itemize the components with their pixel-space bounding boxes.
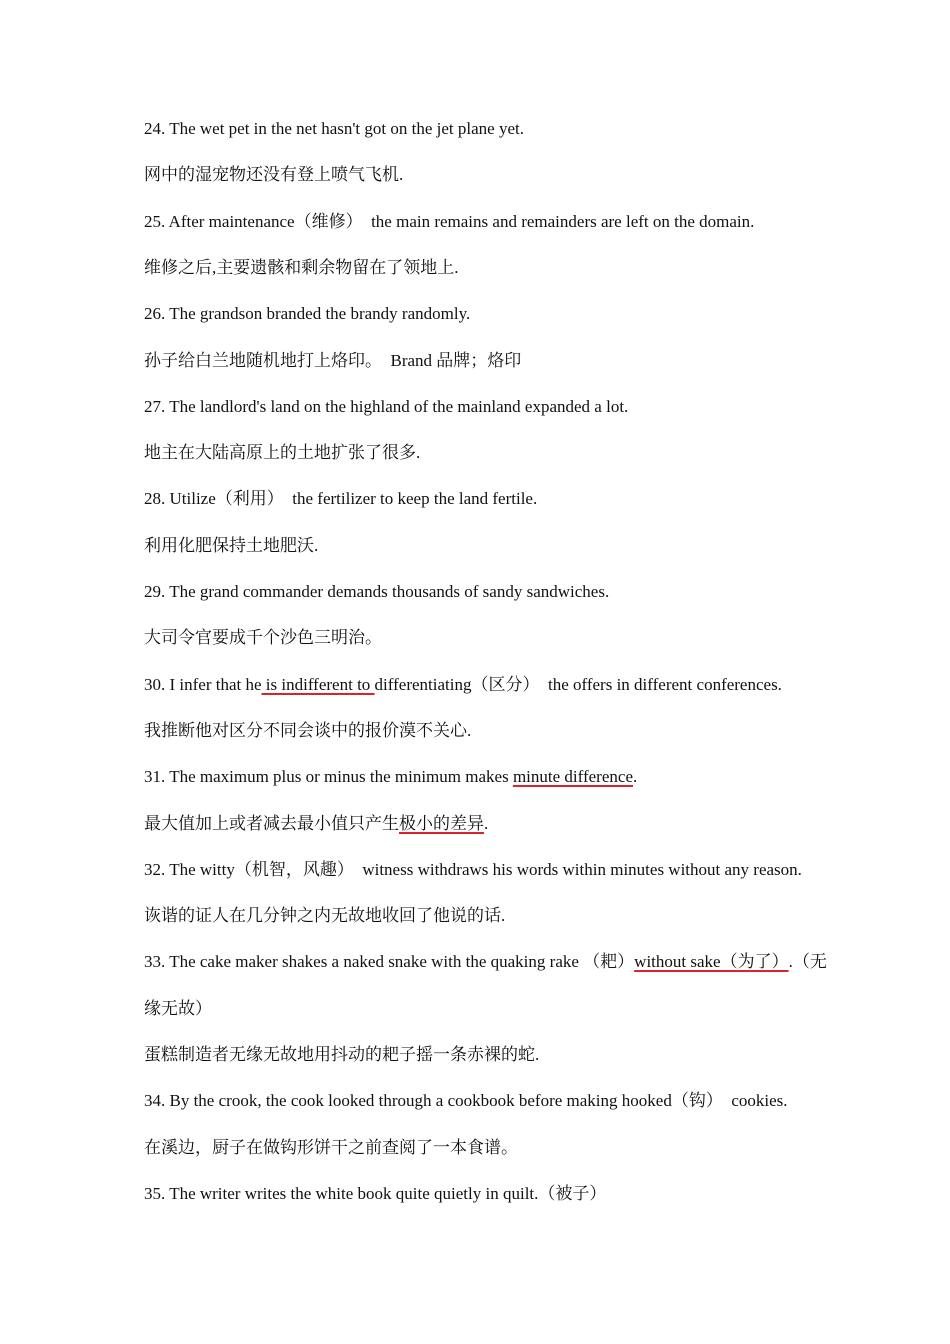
text-line — [144, 118, 524, 140]
text-line — [144, 951, 827, 973]
text-segment: 网中的湿宠物还没有登上喷气飞机. — [144, 165, 404, 185]
text-line — [144, 766, 637, 788]
text-line — [144, 1137, 518, 1159]
text-segment: .（无 — [788, 952, 827, 972]
text-segment: 维修之后,主要遗骸和剩余物留在了领地上. — [144, 257, 459, 277]
text-line — [144, 164, 403, 186]
underlined-phrase: without sake（为了） — [634, 952, 789, 972]
text-line — [144, 350, 521, 372]
text-segment: 30. I infer that he — [144, 674, 262, 694]
text-line — [144, 396, 628, 418]
text-segment: 最大值加上或者减去最小值只产生 — [144, 813, 399, 833]
text-segment: 32. The witty（机智，风趣） witness withdraws his words within minutes without any reason. — [144, 859, 802, 879]
text-line — [144, 627, 382, 649]
text-line — [144, 535, 318, 557]
text-segment: 我推断他对区分不同会谈中的报价漠不关心. — [144, 720, 472, 740]
text-segment: differentiating（区分） the offers in different conferences. — [374, 674, 782, 694]
text-segment: 33. The cake maker shakes a naked snake with the quaking rake （耙） — [144, 952, 635, 972]
text-segment: 29. The grand commander demands thousands of sandy sandwiches. — [144, 582, 610, 601]
text-line — [144, 1090, 788, 1112]
underlined-phrase: minute difference — [512, 767, 633, 787]
text-segment: 利用化肥保持土地肥沃. — [144, 535, 319, 555]
text-segment: 24. The wet pet in the net hasn't got on the jet plane yet. — [144, 119, 524, 138]
text-segment: 孙子给白兰地随机地打上烙印。 Brand 品牌；烙印 — [144, 350, 522, 370]
text-segment: 27. The landlord's land on the highland of the mainland expanded a lot. — [144, 396, 629, 416]
text-line — [144, 720, 471, 742]
text-line — [144, 257, 459, 279]
text-line — [144, 303, 470, 325]
text-segment: 地主在大陆高原上的土地扩张了很多. — [144, 443, 421, 463]
text-segment: 34. By the crook, the cook looked through a cookbook before making hooked（钩） cookies. — [144, 1091, 788, 1111]
text-segment: 25. After maintenance（维修） the main remains and remainders are left on the domain. — [144, 211, 755, 231]
text-segment: 缘无故） — [144, 998, 212, 1018]
text-line — [144, 998, 212, 1020]
text-segment: . — [632, 767, 638, 787]
text-line — [144, 1183, 606, 1205]
text-segment: 28. Utilize（利用） the fertilizer to keep the land fertile. — [144, 489, 538, 509]
text-segment: 大司令官要成千个沙色三明治。 — [144, 628, 382, 648]
text-segment: 诙谐的证人在几分钟之内无故地收回了他说的话. — [144, 906, 506, 926]
text-segment: 35. The writer writes the white book quite quietly in quilt.（被子） — [144, 1183, 607, 1203]
text-line — [144, 905, 505, 927]
text-line — [144, 488, 537, 510]
underlined-phrase: is indifferent to — [261, 674, 375, 694]
text-segment: 26. The grandson branded the brandy randomly. — [144, 304, 471, 324]
text-line — [144, 442, 420, 464]
text-line — [144, 581, 609, 603]
text-segment: 在溪边，厨子在做钩形饼干之前查阅了一本食谱。 — [144, 1137, 518, 1157]
text-line — [144, 859, 802, 881]
text-line — [144, 1044, 539, 1066]
text-segment: 蛋糕制造者无缘无故地用抖动的耙子摇一条赤裸的蛇. — [144, 1045, 540, 1064]
text-line — [144, 211, 754, 233]
text-segment: . — [484, 813, 489, 833]
text-segment: 31. The maximum plus or minus the minimum makes — [144, 767, 513, 787]
text-line — [144, 674, 782, 696]
underlined-phrase: 极小的差异 — [399, 813, 484, 833]
text-line — [144, 813, 488, 835]
